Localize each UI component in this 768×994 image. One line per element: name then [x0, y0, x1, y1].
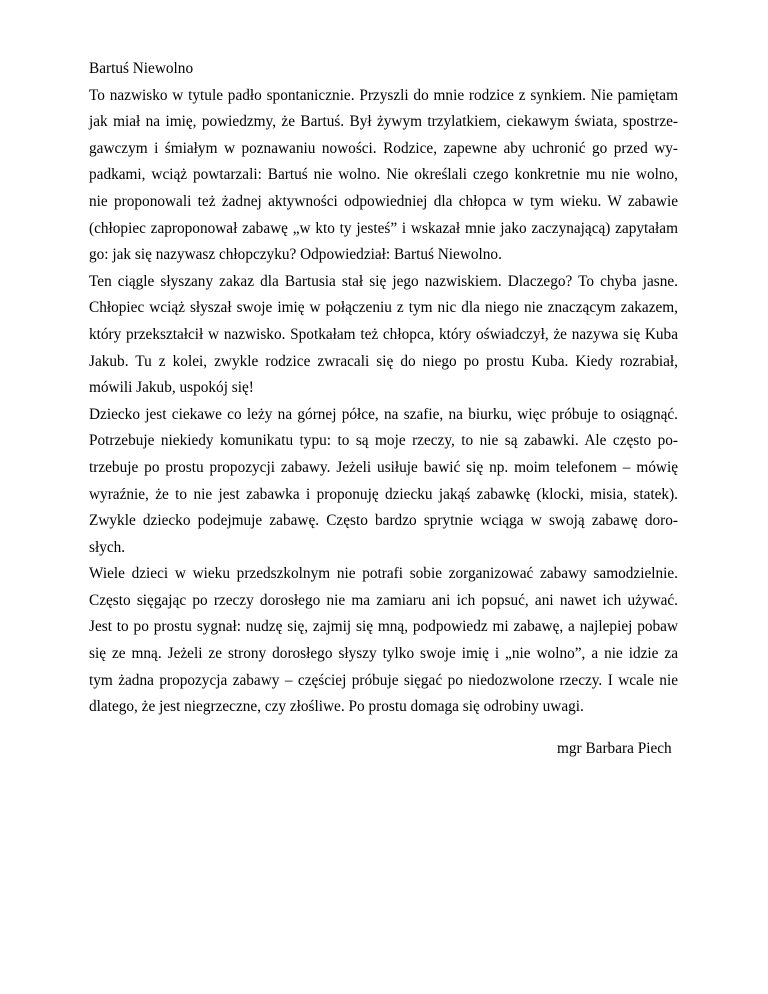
author-signature: mgr Barbara Piech: [557, 740, 672, 757]
text-line: padkami, wciąż powtarzali: Bartuś nie wolno. Nie określali czego konkretnie mu nie wolno,: [89, 166, 678, 184]
text-line: To nazwisko w tytule padło spontanicznie. Przyszli do mnie rodzice z synkiem. Nie pamiętam: [89, 86, 678, 104]
text-line: tym żadna propozycja zabawy – częściej próbuje sięgać po niedozwolone rzeczy. I wcale nie: [89, 671, 678, 689]
text-line: Często sięgając po rzeczy dorosłego nie ma zamiaru ani ich popsuć, ani nawet ich używać.: [89, 591, 678, 609]
document-body: [89, 56, 678, 721]
text-line: Jest to po prostu sygnał: nudzę się, zajmij się mną, podpowiedz mi zabawę, a najlepiej pobaw: [89, 618, 678, 636]
text-line: dlatego, że jest niegrzeczne, czy złośliwe. Po prostu domaga się odrobiny uwagi.: [89, 698, 584, 716]
paragraph-2: [89, 269, 678, 402]
text-line: słych.: [89, 538, 126, 556]
text-line: wyraźnie, że to nie jest zabawka i proponuję dziecku jakąś zabawkę (klocki, misia, statek).: [89, 485, 678, 503]
text-line: Dziecko jest ciekawe co leży na górnej półce, na szafie, na biurku, więc próbuje to osiągnąć.: [89, 405, 678, 423]
text-line: jak miał na imię, powiedzmy, że Bartuś. Był żywym trzylatkiem, ciekawym świata, spostrze-: [89, 113, 678, 131]
text-line: Potrzebuje niekiedy komunikatu typu: to są moje rzeczy, to nie są zabawki. Ale często po-: [89, 432, 678, 450]
text-line: Wiele dzieci w wieku przedszkolnym nie potrafi sobie zorganizować zabawy samodzielnie.: [89, 565, 678, 583]
text-line: go: jak się nazywasz chłopczyku? Odpowiedział: Bartuś Niewolno.: [89, 246, 502, 264]
paragraph-1: [89, 83, 678, 269]
text-line: Zwykle dziecko podejmuje zabawę. Często bardzo sprytnie wciąga w swoją zabawę doro-: [89, 512, 678, 530]
text-line: Jakub. Tu z kolei, zwykle rodzice zwracali się do niego po prostu Kuba. Kiedy rozrabiał,: [89, 352, 678, 370]
text-line: trzebuje po prostu propozycji zabawy. Jeżeli usiłuje bawić się np. moim telefonem – mówię: [89, 458, 678, 476]
text-line: mówili Jakub, uspokój się!: [89, 379, 254, 397]
text-line: który przekształcił w nazwisko. Spotkałam też chłopca, który oświadczył, że nazywa się Kuba: [89, 325, 678, 343]
text-line: Ten ciągle słyszany zakaz dla Bartusia stał się jego nazwiskiem. Dlaczego? To chyba jasne.: [89, 272, 678, 290]
text-line: Chłopiec wciąż słyszał swoje imię w połączeniu z tym nic dla niego nie znaczącym zakazem,: [89, 299, 678, 317]
text-line: się ze mną. Jeżeli ze strony dorosłego słyszy tylko swoje imię i „nie wolno”, a nie idzie za: [89, 645, 678, 663]
document-title: Bartuś Niewolno: [89, 60, 194, 77]
paragraph-4: [89, 561, 678, 721]
text-line: nie proponowali też żadnej aktywności odpowiedniej dla chłopca w tym wieku. W zabawie: [89, 192, 678, 210]
text-line: gawczym i śmiałym w poznawaniu nowości. Rodzice, zapewne aby uchronić go przed wy-: [89, 139, 678, 157]
text-line: (chłopiec zaproponował zabawę „w kto ty jesteś” i wskazał mnie jako zaczynającą) zapytałam: [89, 219, 678, 237]
paragraph-3: [89, 402, 678, 562]
